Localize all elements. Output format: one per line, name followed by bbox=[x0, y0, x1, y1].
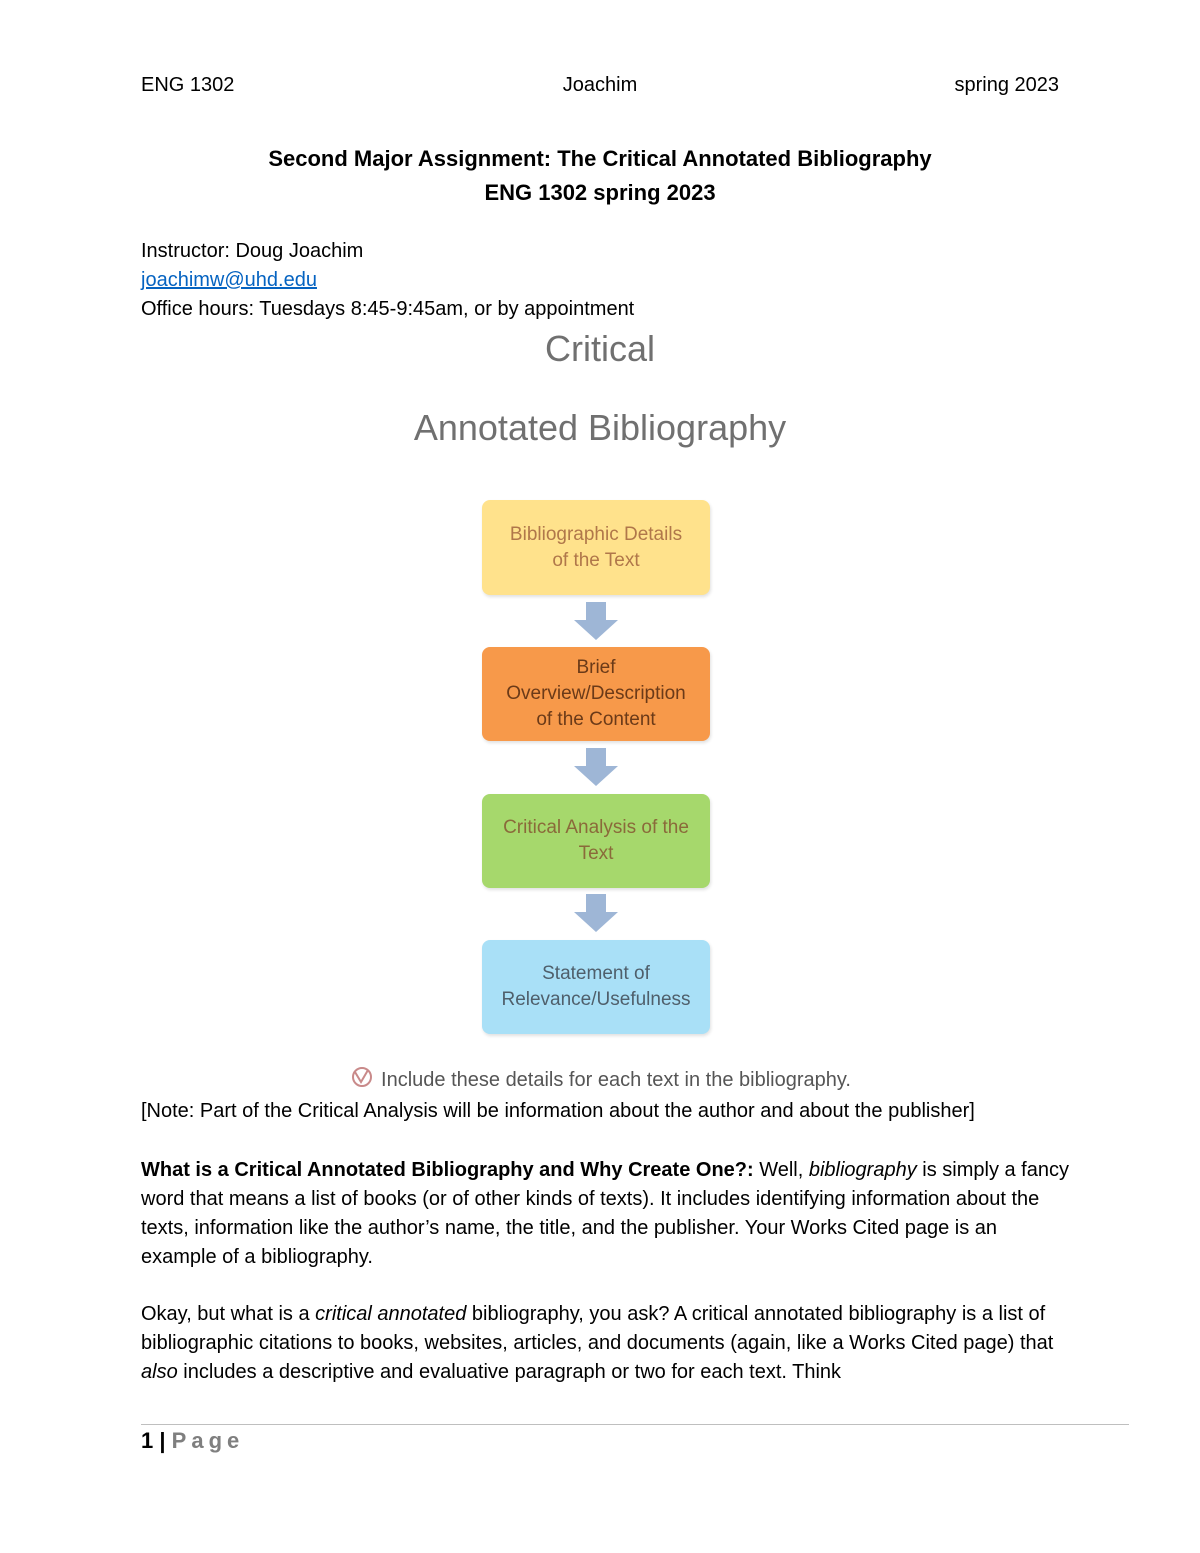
step-4-line-2: Relevance/Usefulness bbox=[501, 989, 691, 1010]
paragraph-text: Well, bbox=[753, 1159, 809, 1181]
office-hours: Office hours: Tuesdays 8:45-9:45am, or by appointment bbox=[141, 298, 635, 320]
step-overview-description bbox=[482, 647, 710, 741]
footer-divider bbox=[141, 1424, 1129, 1425]
assignment-subtitle: ENG 1302 spring 2023 bbox=[484, 180, 716, 205]
figure-caption bbox=[0, 1066, 1200, 1092]
section-heading: What is a Critical Annotated Bibliography and Why Create One?: bbox=[141, 1159, 754, 1181]
step-4-line-1: Statement of bbox=[542, 963, 650, 984]
paragraph-text: bibliography, you ask? A critical annotated bibliography is a list of bibliographic citations to books, websites, articles, and documents (again, like a Works Cited page) that bbox=[141, 1303, 1054, 1354]
step-relevance-usefulness bbox=[482, 940, 710, 1034]
section-what-is-paragraph bbox=[141, 1156, 1071, 1272]
down-arrow-icon bbox=[572, 894, 620, 934]
step-3-line-1: Critical Analysis of the bbox=[503, 817, 689, 838]
paragraph-emphasis: critical annotated bbox=[315, 1303, 467, 1325]
step-2-line-1: Brief bbox=[576, 657, 616, 678]
page-number: 1 bbox=[141, 1428, 154, 1453]
paragraph-emphasis: bibliography bbox=[808, 1159, 917, 1181]
step-1-line-2: of the Text bbox=[552, 549, 640, 571]
instructor-email-line bbox=[141, 269, 317, 292]
step-3-line-2: Text bbox=[578, 843, 614, 864]
header-term: spring 2023 bbox=[954, 74, 1059, 96]
step-bibliographic-details bbox=[482, 500, 710, 595]
page-label: Page bbox=[171, 1428, 245, 1453]
header-author: Joachim bbox=[562, 74, 638, 96]
down-arrow-icon bbox=[572, 748, 620, 788]
header-course: ENG 1302 bbox=[141, 74, 235, 96]
section-critical-paragraph bbox=[141, 1300, 1071, 1387]
instructor-email-link[interactable]: joachimw@uhd.edu bbox=[141, 269, 317, 291]
paragraph-text: is simply a fancy word that means a list of books (or of other kinds of texts). It includes identifying information about the texts, information like the author’s name, the title, and the publisher. Your Works Cited page is an example of a bibliography. bbox=[141, 1159, 1069, 1268]
figure-title-annotated-bibliography: Annotated Bibliography bbox=[413, 407, 787, 448]
step-critical-analysis bbox=[482, 794, 710, 888]
paragraph-text: Okay, but what is a bbox=[141, 1303, 316, 1325]
page-footer bbox=[141, 1428, 244, 1454]
step-2-line-2: Overview/Description bbox=[506, 683, 686, 704]
paragraph-emphasis: also bbox=[141, 1361, 178, 1383]
figure-caption-text: Include these details for each text in the bibliography. bbox=[381, 1069, 851, 1091]
paragraph-text: includes a descriptive and evaluative paragraph or two for each text. Think bbox=[177, 1361, 842, 1383]
instructor-name: Instructor: Doug Joachim bbox=[141, 240, 364, 262]
assignment-title: Second Major Assignment: The Critical Annotated Bibliography bbox=[268, 146, 932, 171]
down-arrow-icon bbox=[572, 602, 620, 642]
figure-title-critical: Critical bbox=[544, 328, 655, 369]
step-2-line-3: of the Content bbox=[536, 709, 656, 730]
note-text: [Note: Part of the Critical Analysis will be information about the author and about the publisher] bbox=[141, 1100, 975, 1122]
scribble-icon bbox=[349, 1066, 375, 1088]
step-1-line-1: Bibliographic Details bbox=[509, 523, 683, 545]
page-separator: | bbox=[159, 1428, 166, 1453]
